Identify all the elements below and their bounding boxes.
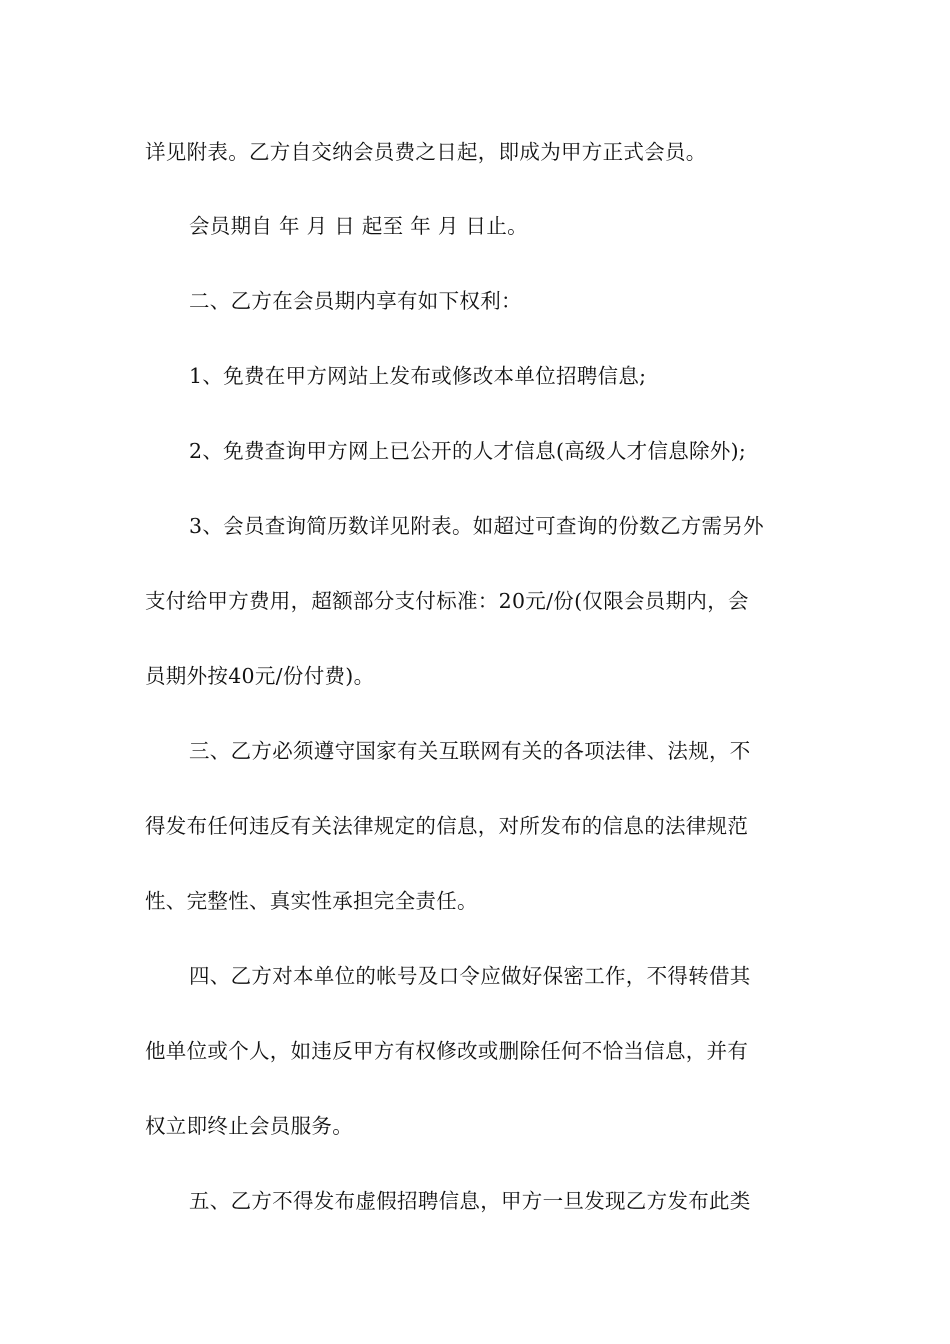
section-five-line-1: 五、乙方不得发布虚假招聘信息，甲方一旦发现乙方发布此类 <box>189 1189 751 1213</box>
membership-period-line: 会员期自 年 月 日 起至 年 月 日止。 <box>189 214 528 238</box>
section-four-line-2: 他单位或个人，如违反甲方有权修改或删除任何不恰当信息，并有 <box>145 1039 749 1063</box>
right-item-2: 2、免费查询甲方网上已公开的人才信息(高级人才信息除外); <box>189 439 747 463</box>
text-line-1: 详见附表。乙方自交纳会员费之日起，即成为甲方正式会员。 <box>145 140 707 164</box>
right-item-3-cont-1: 支付给甲方费用，超额部分支付标准：20元/份(仅限会员期内，会 <box>145 589 749 613</box>
right-item-3: 3、会员查询简历数详见附表。如超过可查询的份数乙方需另外 <box>189 514 764 538</box>
section-four-line-3: 权立即终止会员服务。 <box>145 1114 353 1138</box>
section-four-line-1: 四、乙方对本单位的帐号及口令应做好保密工作，不得转借其 <box>189 964 751 988</box>
section-three-line-1: 三、乙方必须遵守国家有关互联网有关的各项法律、法规，不 <box>189 739 751 763</box>
right-item-3-cont-2: 员期外按40元/份付费)。 <box>145 664 375 688</box>
right-item-1: 1、免费在甲方网站上发布或修改本单位招聘信息; <box>189 364 647 388</box>
section-two-heading: 二、乙方在会员期内享有如下权利： <box>189 289 522 313</box>
section-three-line-3: 性、完整性、真实性承担完全责任。 <box>145 889 478 913</box>
section-three-line-2: 得发布任何违反有关法律规定的信息，对所发布的信息的法律规范 <box>145 814 749 838</box>
